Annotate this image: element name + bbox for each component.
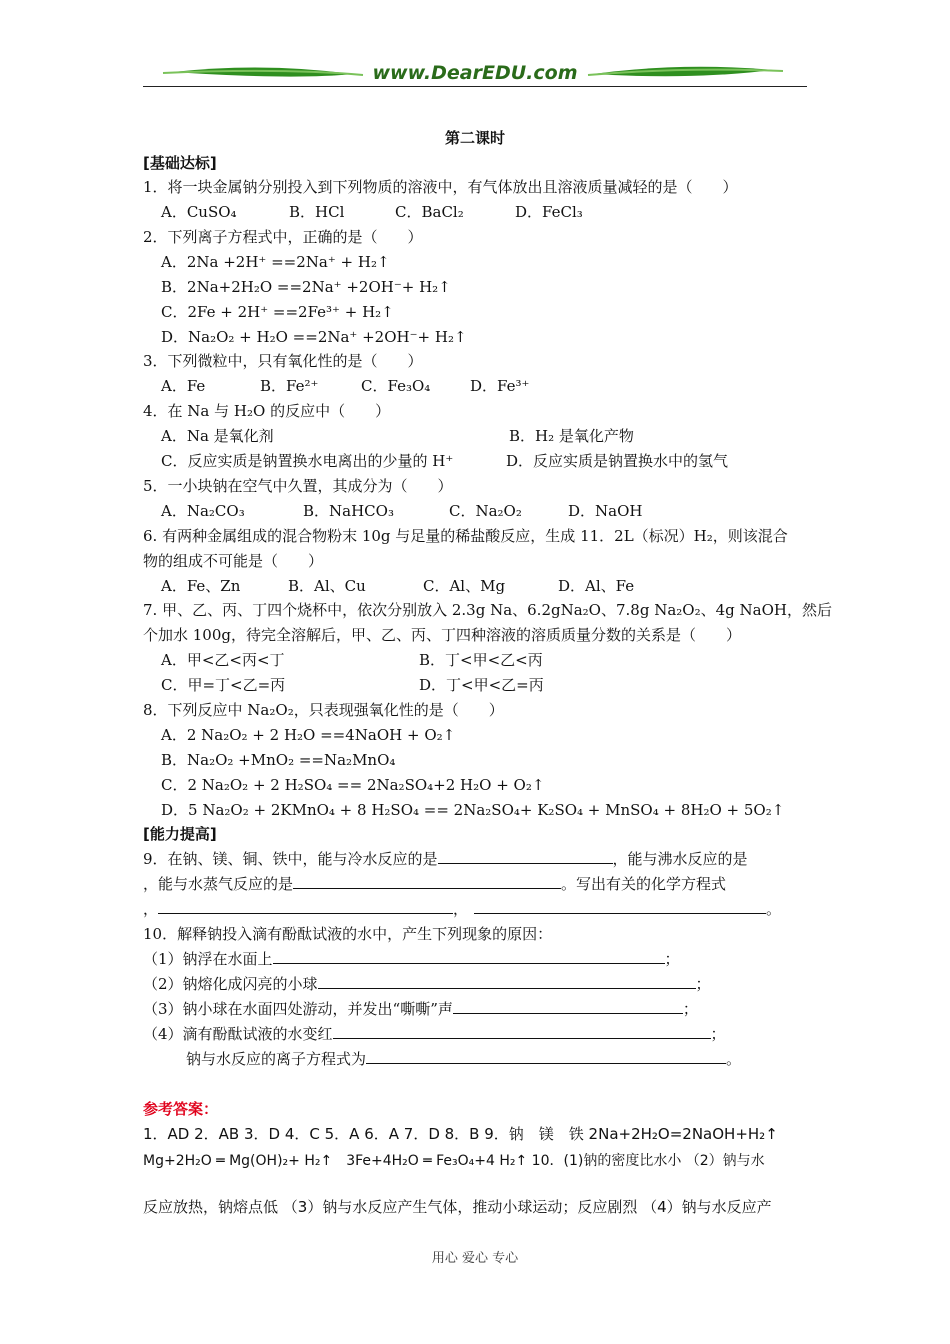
q9-blank-steam[interactable] [293, 874, 561, 889]
q4-row1 [143, 425, 807, 447]
q2-option-a: A．2Na +2H⁺ ==2Na⁺ + H₂↑ [161, 253, 390, 271]
q10-sub3 [143, 998, 807, 1020]
q4-option-c: C．反应实质是钠置换水电离出的少量的 H⁺ [161, 452, 454, 470]
q3-options [143, 375, 825, 397]
q10-sub5-text: 钠与水反应的离子方程式为 [186, 1050, 367, 1068]
q8-option-a: A．2 Na₂O₂ + 2 H₂O ==4NaOH + O₂↑ [161, 726, 456, 744]
q10-sub4-text: （4）滴有酚酞试液的水变红 [143, 1025, 333, 1043]
q9-text-4: 。写出有关的化学方程式 [561, 875, 727, 893]
q9-text-6: ， [453, 900, 469, 918]
q10-sub4-end: ； [710, 1025, 726, 1043]
q1-option-a: A．CuSO₄ [161, 203, 237, 221]
q5-stem: 5．一小块钠在空气中久置，其成分为（ ） [143, 477, 453, 495]
q10-blank-2[interactable] [318, 974, 696, 989]
q5-option-a: A．Na₂CO₃ [161, 502, 245, 520]
answers-line1: 1．AD 2．AB 3．D 4．C 5．A 6．A 7．D 8．B 9．钠 镁 铁 2Na+2H₂O=2NaOH+H₂↑ [143, 1125, 778, 1143]
q6-option-b: B．Al、Cu [288, 577, 366, 595]
answers-title: 参考答案： [143, 1100, 219, 1118]
q7-stem-line2: 个加水 100g，待完全溶解后，甲、乙、丙、丁四种溶液的溶质质量分数的关系是（ ） [143, 626, 742, 644]
q4-row2 [143, 450, 807, 472]
q10-sub3-text: （3）钠小球在水面四处游动，并发出“嘶嘶”声 [143, 1000, 453, 1018]
header-rule [143, 86, 807, 87]
q10-sub4 [143, 1023, 807, 1045]
q6-option-a: A．Fe、Zn [161, 577, 241, 595]
answers-line2: Mg+2H₂O ═ Mg(OH)₂+ H₂↑ 3Fe+4H₂O ═ Fe₃O₄+4 H₂↑ 10．(1)钠的密度比水小 （2）钠与水 [143, 1153, 765, 1169]
q6-stem-line2: 物的组成不可能是（ ） [143, 552, 324, 570]
q10-blank-1[interactable] [273, 949, 665, 964]
q10-sub2-end: ； [695, 975, 711, 993]
q10-sub5-end: 。 [726, 1050, 742, 1068]
section-basic: [基础达标] [143, 154, 217, 172]
q6-stem-line1: 6. 有两种金属组成的混合物粉末 10g 与足量的稀盐酸反应，生成 11．2L（标况）H₂，则该混合 [143, 527, 788, 545]
q3-option-b: B．Fe²⁺ [260, 377, 319, 395]
q1-stem: 1．将一块金属钠分别投入到下列物质的溶液中，有气体放出且溶液质量减轻的是（ ） [143, 178, 738, 196]
q9-blank-equation-2[interactable] [474, 899, 766, 914]
q4-option-b: B．H₂ 是氧化产物 [509, 427, 634, 445]
q7-stem-line1: 7. 甲、乙、丙、丁四个烧杯中，依次分别放入 2.3g Na、6.2gNa₂O、7.8g Na₂O₂、4g NaOH，然后 [143, 601, 832, 619]
q9-text-3: ，能与水蒸气反应的是 [143, 875, 294, 893]
q3-stem: 3．下列微粒中，只有氧化性的是（ ） [143, 352, 423, 370]
q10-blank-5[interactable] [366, 1049, 726, 1064]
q10-sub1-text: （1）钠浮在水面上 [143, 950, 273, 968]
q10-sub3-end: ； [682, 1000, 698, 1018]
q8-option-c: C．2 Na₂O₂ + 2 H₂SO₄ == 2Na₂SO₄+2 H₂O + O₂↑ [161, 776, 545, 794]
q6-option-c: C．Al、Mg [423, 577, 506, 595]
site-logo-text: www.DearEDU.com [372, 62, 578, 84]
q5-option-b: B．NaHCO₃ [303, 502, 394, 520]
q5-option-c: C．Na₂O₂ [449, 502, 522, 520]
q8-option-b: B．Na₂O₂ +MnO₂ ==Na₂MnO₄ [161, 751, 396, 769]
q7-row1 [143, 649, 807, 671]
q9-line1 [143, 848, 807, 870]
page-title: 第二课时 [444, 129, 505, 147]
q7-option-d: D．丁<甲<乙=丙 [419, 676, 544, 694]
page-footer: 用心 爱心 专心 [431, 1251, 519, 1266]
q2-option-b: B．2Na+2H₂O ==2Na⁺ +2OH⁻+ H₂↑ [161, 278, 451, 296]
q9-text-2: ，能与沸水反应的是 [612, 850, 748, 868]
q9-blank-cold-water[interactable] [438, 849, 613, 864]
q9-text-7: 。 [766, 900, 782, 918]
q10-blank-4[interactable] [333, 1024, 711, 1039]
q8-stem: 8．下列反应中 Na₂O₂，只表现强氧化性的是（ ） [143, 701, 504, 719]
q7-option-a: A．甲<乙<丙<丁 [161, 651, 285, 669]
q10-sub1-end: ； [664, 950, 680, 968]
q9-blank-equation-1[interactable] [158, 899, 453, 914]
q4-option-a: A．Na 是氧化剂 [161, 427, 274, 445]
q4-stem: 4．在 Na 与 H₂O 的反应中（ ） [143, 402, 391, 420]
q7-option-b: B．丁<甲<乙<丙 [419, 651, 543, 669]
q6-option-d: D．Al、Fe [558, 577, 635, 595]
q9-line2 [143, 873, 807, 895]
q2-option-c: C．2Fe + 2H⁺ ==2Fe³⁺ + H₂↑ [161, 303, 394, 321]
q8-option-d: D．5 Na₂O₂ + 2KMnO₄ + 8 H₂SO₄ == 2Na₂SO₄+ K₂SO₄ + MnSO₄ + 8H₂O + 5O₂↑ [161, 801, 785, 819]
answers-line3: 反应放热，钠熔点低 （3）钠与水反应产生气体，推动小球运动；反应剧烈 （4）钠与水反应产 [143, 1198, 772, 1216]
q1-option-c: C．BaCl₂ [395, 203, 464, 221]
q7-option-c: C．甲=丁<乙=丙 [161, 676, 286, 694]
q9-line3 [143, 898, 807, 920]
q7-row2 [143, 674, 807, 696]
q2-stem: 2．下列离子方程式中，正确的是（ ） [143, 228, 423, 246]
section-advanced: [能力提高] [143, 825, 217, 843]
q3-option-d: D．Fe³⁺ [470, 377, 530, 395]
q1-options [143, 201, 825, 223]
q10-blank-3[interactable] [453, 999, 683, 1014]
q10-sub5 [143, 1048, 850, 1070]
q10-sub2-text: （2）钠熔化成闪亮的小球 [143, 975, 318, 993]
q10-sub2 [143, 973, 807, 995]
q10-stem: 10．解释钠投入滴有酚酞试液的水中，产生下列现象的原因： [143, 925, 553, 943]
q6-options [143, 575, 807, 597]
q2-option-d: D．Na₂O₂ + H₂O ==2Na⁺ +2OH⁻+ H₂↑ [161, 328, 467, 346]
q1-option-d: D．FeCl₃ [515, 203, 583, 221]
q3-option-a: A．Fe [161, 377, 206, 395]
q5-options [143, 500, 807, 522]
q10-sub1 [143, 948, 807, 970]
q1-option-b: B．HCl [289, 203, 345, 221]
q5-option-d: D．NaOH [568, 502, 643, 520]
q4-option-d: D．反应实质是钠置换水中的氢气 [506, 452, 729, 470]
q9-text-5: ， [143, 900, 159, 918]
q9-text-1: 9．在钠、镁、铜、铁中，能与冷水反应的是 [143, 850, 438, 868]
q3-option-c: C．Fe₃O₄ [361, 377, 431, 395]
